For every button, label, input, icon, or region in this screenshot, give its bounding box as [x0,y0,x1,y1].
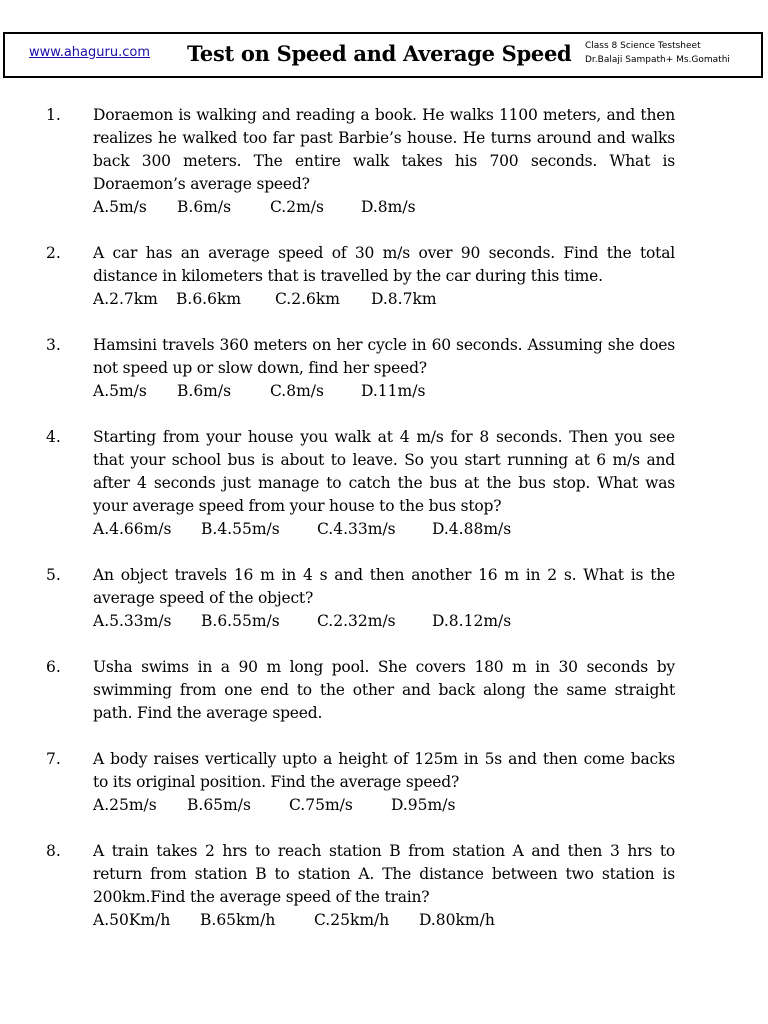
option-a[interactable]: A.4.66m/s [93,520,172,538]
class-label: Class 8 Science Testsheet [585,41,701,51]
option-d[interactable]: D.8.7km [371,290,437,308]
option-b[interactable]: B.65m/s [187,796,251,814]
option-c[interactable]: C.75m/s [289,796,353,814]
question-3 [0,334,768,403]
question-5 [0,564,768,633]
option-a[interactable]: A.2.7km [93,290,158,308]
option-a[interactable]: A.5.33m/s [93,612,172,630]
option-c[interactable]: C.2.6km [275,290,340,308]
question-number: 6. [46,658,61,676]
option-d[interactable]: D.95m/s [391,796,456,814]
answer-options [93,909,675,932]
header-box [3,32,763,78]
question-text: Usha swims in a 90 m long pool. She covers 180 m in 30 seconds by swimming from one end to the other and back along the same straight path. Find the average speed. [93,658,675,722]
question-number: 5. [46,566,61,584]
question-number: 1. [46,106,61,124]
option-c[interactable]: C.4.33m/s [317,520,396,538]
question-number: 2. [46,244,61,262]
question-text: Doraemon is walking and reading a book. He walks 1100 meters, and then realizes he walked too far past Barbie’s house. He turns around and walks back 300 meters. The entire walk takes his 700 seconds. What is Doraemon’s average speed? [93,106,675,193]
question-number: 8. [46,842,61,860]
answer-options [93,610,675,633]
question-8 [0,840,768,932]
option-b[interactable]: B.6m/s [177,382,232,400]
question-text: A body raises vertically upto a height of 125m in 5s and then come backs to its original position. Find the average speed? [93,750,675,791]
option-d[interactable]: D.8.12m/s [432,612,512,630]
question-number: 3. [46,336,61,354]
question-text: Starting from your house you walk at 4 m/s for 8 seconds. Then you see that your school bus is about to leave. So you start running at 6 m/s and after 4 seconds just manage to catch the bus at the bus stop. What was your average speed from your house to the bus stop? [93,428,675,515]
option-d[interactable]: D.80km/h [419,911,495,929]
question-text: An object travels 16 m in 4 s and then another 16 m in 2 s. What is the average speed of the object? [93,566,675,607]
option-b[interactable]: B.6.6km [176,290,242,308]
answer-options [93,794,675,817]
option-b[interactable]: B.65km/h [200,911,276,929]
page-title: Test on Speed and Average Speed [187,41,572,66]
option-c[interactable]: C.25km/h [314,911,390,929]
answer-options [93,380,675,403]
question-number: 4. [46,428,61,446]
answer-options [93,288,675,311]
answer-options [93,196,675,219]
question-list [0,104,768,955]
question-text: A car has an average speed of 30 m/s over 90 seconds. Find the total distance in kilometers that is travelled by the car during this time. [93,244,675,285]
question-text: A train takes 2 hrs to reach station B from station A and then 3 hrs to return from station B to station A. The distance between two station is 200km.Find the average speed of the train? [93,842,675,906]
option-d[interactable]: D.8m/s [361,198,416,216]
option-c[interactable]: C.2m/s [270,198,324,216]
option-a[interactable]: A.25m/s [93,796,157,814]
option-b[interactable]: B.6.55m/s [201,612,280,630]
option-c[interactable]: C.2.32m/s [317,612,396,630]
option-b[interactable]: B.6m/s [177,198,232,216]
option-b[interactable]: B.4.55m/s [201,520,280,538]
question-4 [0,426,768,541]
option-c[interactable]: C.8m/s [270,382,324,400]
option-d[interactable]: D.11m/s [361,382,426,400]
site-link[interactable]: www.ahaguru.com [29,45,150,60]
question-text: Hamsini travels 360 meters on her cycle in 60 seconds. Assuming she does not speed up or slow down, find her speed? [93,336,675,377]
option-a[interactable]: A.5m/s [93,382,147,400]
worksheet-meta [585,39,730,67]
option-a[interactable]: A.50Km/h [93,911,171,929]
authors-label: Dr.Balaji Sampath+ Ms.Gomathi [585,55,730,65]
question-number: 7. [46,750,61,768]
option-d[interactable]: D.4.88m/s [432,520,512,538]
question-2 [0,242,768,311]
question-7 [0,748,768,817]
question-1 [0,104,768,219]
option-a[interactable]: A.5m/s [93,198,147,216]
answer-options [93,518,675,541]
question-6 [0,656,768,725]
